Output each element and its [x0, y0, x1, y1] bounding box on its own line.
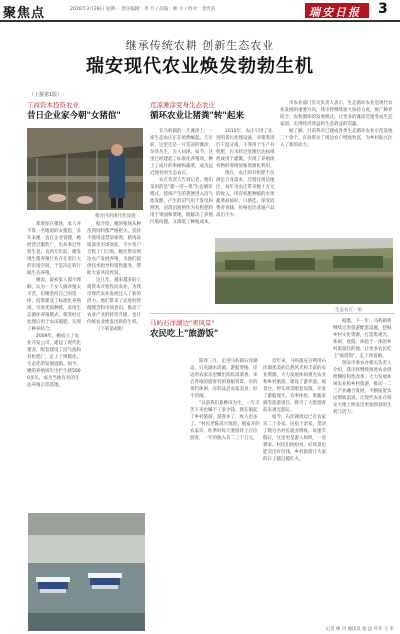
story1-paragraph: 她说，最初家人都不理解，认为一个女人搞养殖太辛苦，但她坚持自己的选择，投资建设了标准化养殖场，引进优质种猪，采用生态循环养殖模式，猪粪经过处理后用于农田施肥，实现了种养结合。 [27, 278, 81, 332]
story1-photo [27, 128, 143, 210]
story1-photo-caption: 猪舍内的现代化设施 [95, 214, 136, 219]
story3-col-c [333, 318, 395, 623]
story2-paragraph: 据了解，目前我市已建成各类生态循环农业示范基地二十余个，有效带动了周边农户增收致富，为乡村振兴注入了新的动力。 [280, 129, 393, 148]
story1-paragraph: 这几年，越来越多的工商资本开始投向农业，为我市现代农业发展注入了新的活力。他们带来了先进的管理理念和市场意识，推动了农业产业的转型升级，也让传统农业焕发出新的生机。 [87, 278, 141, 325]
story2-paragraph: 现在，农庄的有机肥不仅满足自身需求，还销往周边地区，每年为农庄带来数十万元的收入。用有机肥种植的水果蔬菜品质好、口感佳，深受消费者青睐，价格也比普通产品高出不少。 [216, 171, 275, 218]
story3-paragraph: 据悉，下一步，马屿镇将继续完善旅游配套设施，挖掘乡村文化资源，打造集观光、休闲、度假、体验于一体的乡村旅游目的地，让更多农民吃上"旅游饭"，走上致富路。 [333, 319, 392, 359]
story3-paragraph: 瑞安市委农办相关负责人介绍，我市将继续推进农业供给侧结构性改革，大力发展休闲农业和乡村旅游，推动一二三产业融合发展，不断拓宽农民增收渠道，让现代农业在瑞安大地上焕发出更加勃勃的生机与活力。 [333, 361, 392, 415]
story3-col-b [263, 358, 330, 623]
page-number: 3 [378, 1, 388, 17]
story2-paragraph: 在马屿镇的一片滩涂上，一座生态农庄正在悄然崛起。几年前，这里还是一片荒凉的滩涂，杂草丛生，无人问津。如今，这里已经建起了标准化养殖场，种上了成片的果树和蔬菜，成为远近闻名的生态农庄。 [150, 129, 213, 176]
masthead-logo [305, 3, 369, 18]
story2-kicker: 荒凉滩涂变身生态农庄 [150, 101, 215, 109]
story3-title: 农民吃上"旅游饭" [150, 329, 219, 339]
story1-col-b [87, 221, 145, 511]
story1-paragraph: （下转第4版） [96, 327, 126, 332]
story2-col-a [150, 128, 213, 308]
story1-paragraph: 2009年，她成立了农业开发公司，建起了现代化猪舍，配套建设了沼气池和有机肥厂，走上了规模化、生态化的发展道路。如今，她的养殖场年出栏生猪5000多头，成为当地有名的生态养殖示范基地。 [27, 334, 81, 388]
section-title: 聚焦点 [3, 6, 46, 21]
footer-credit: 记者 林 丹 通讯员 张 远 叶开 王 军 [325, 627, 394, 632]
lead-headline: 瑞安现代农业焕发勃勃生机 [86, 56, 314, 77]
story3-paragraph: 如今，石洋湖周边已有农家乐二十多家，民宿十余家，带动了数百名村民就业增收。每逢节假日，这里更是游人如织，一房难求。村民们纷纷说，好风景也能卖出好价钱，乡村旅游让大家的日子越过越红火。 [263, 415, 326, 462]
story2-paragraph: 2015年，农庄引进了先进的粪污处理设备，对猪粪进行干湿分离，干粪用于生产有机肥，污水经过处理后达标排放或用于灌溉，实现了养殖废弃物的零排放和资源化利用。 [216, 129, 275, 169]
story1-title: 昔日企业家今朝"女猪倌" [27, 111, 121, 121]
story1-heading [27, 100, 145, 130]
pig-barn-image [27, 128, 143, 210]
lead-byline: （上接第1版） [29, 92, 63, 98]
story3-paragraph: 近年来，马屿镇充分利用石洋湖优美的自然风光和丰富的农业资源，大力发展休闲观光农业和乡村旅游，建设了游步道、观景台、停车场等配套设施，开发了游船观光、农事体验、果蔬采摘等旅游项目，吸引了大批游客前来观光游玩。 [263, 359, 326, 413]
story1-paragraph: 据介绍，她的猪场从种苗到饲料都严格把关，坚持不使用违禁添加剂，猪肉品质深受市场欢迎，不少客户专程上门订购。她还带动周边农户发展养殖，为他们提供技术指导和销售服务，帮助大家共同致富。 [87, 222, 141, 276]
story2-paragraph: 农庄负责人告诉记者，他们采用的是"猪—沼—果"生态循环模式。猪场产生的粪便进入沼气池发酵，产生的沼气用于发电和照明，沼渣沼液则作为有机肥料用于果园和菜地，既解决了养殖污染问题，又降低了种植成本。 [150, 178, 213, 225]
story2-photo-caption: 生态农庄一角 [335, 308, 362, 313]
masthead-text: 瑞安日报 [309, 6, 361, 19]
story2-paragraph: 市农业部门有关负责人表示，生态循环农业是现代农业发展的重要方向，我市将继续加大扶持力度，推广种养结合、农牧循环的发展模式，让更多的滩涂荒地变成生态家园，实现经济效益和生态效益的双赢。 [280, 101, 393, 127]
story3-kicker: 马屿石洋湖边"卖风景" [150, 319, 215, 327]
story3-paragraph: 阳春三月，走进马屿镇石洋湖边，只见湖水清澈，游船穿梭，岸边的农家乐里飘出阵阵饭菜香。来自各地的游客有的划船赏景，有的垂钓休闲，有的品尝农家美食，好不热闹。 [190, 359, 258, 399]
story3-paragraph: "以前我们靠种田为生，一年辛苦下来也赚不了多少钱。现在搞起了乡村旅游，游客多了，收入也多了。"村民老陈高兴地说。他家开的农家乐，旺季时每天要接待上百位游客，一年的收入有二三十万元。 [190, 401, 260, 441]
boats-photo [28, 513, 145, 631]
farm-field-image [215, 238, 393, 304]
farm-photo [215, 238, 393, 304]
story1-kicker: 工商资本投资农业 [27, 101, 79, 109]
story1-paragraph: 郑贤保在猪场，本人并不算一名地道的女猪倌，多年来她一直在企业管理，她经营过服装厂，也从事过外贸生意。直到几年前，她发现生猪养殖行业存在着巨大的市场空间，于是决定转行做生态养殖。 [27, 222, 81, 276]
lead-kicker: 继承传统农耕 创新生态农业 [125, 39, 275, 52]
story3-heading [150, 318, 270, 362]
lake-boats-image [28, 513, 145, 631]
story2-title: 循环农业让猪粪"转"起来 [150, 111, 244, 121]
story2-col-b [216, 128, 276, 238]
story2-col-c [280, 100, 395, 240]
page-header [0, 0, 400, 22]
story3-col-a [190, 358, 260, 623]
story2-heading [150, 100, 270, 130]
section-divider [150, 313, 395, 314]
issue-meta: 2016年3月28日 星期一 责任编辑：李 旦 / 美编：林 方 / 校对：金光洁 [70, 7, 216, 12]
